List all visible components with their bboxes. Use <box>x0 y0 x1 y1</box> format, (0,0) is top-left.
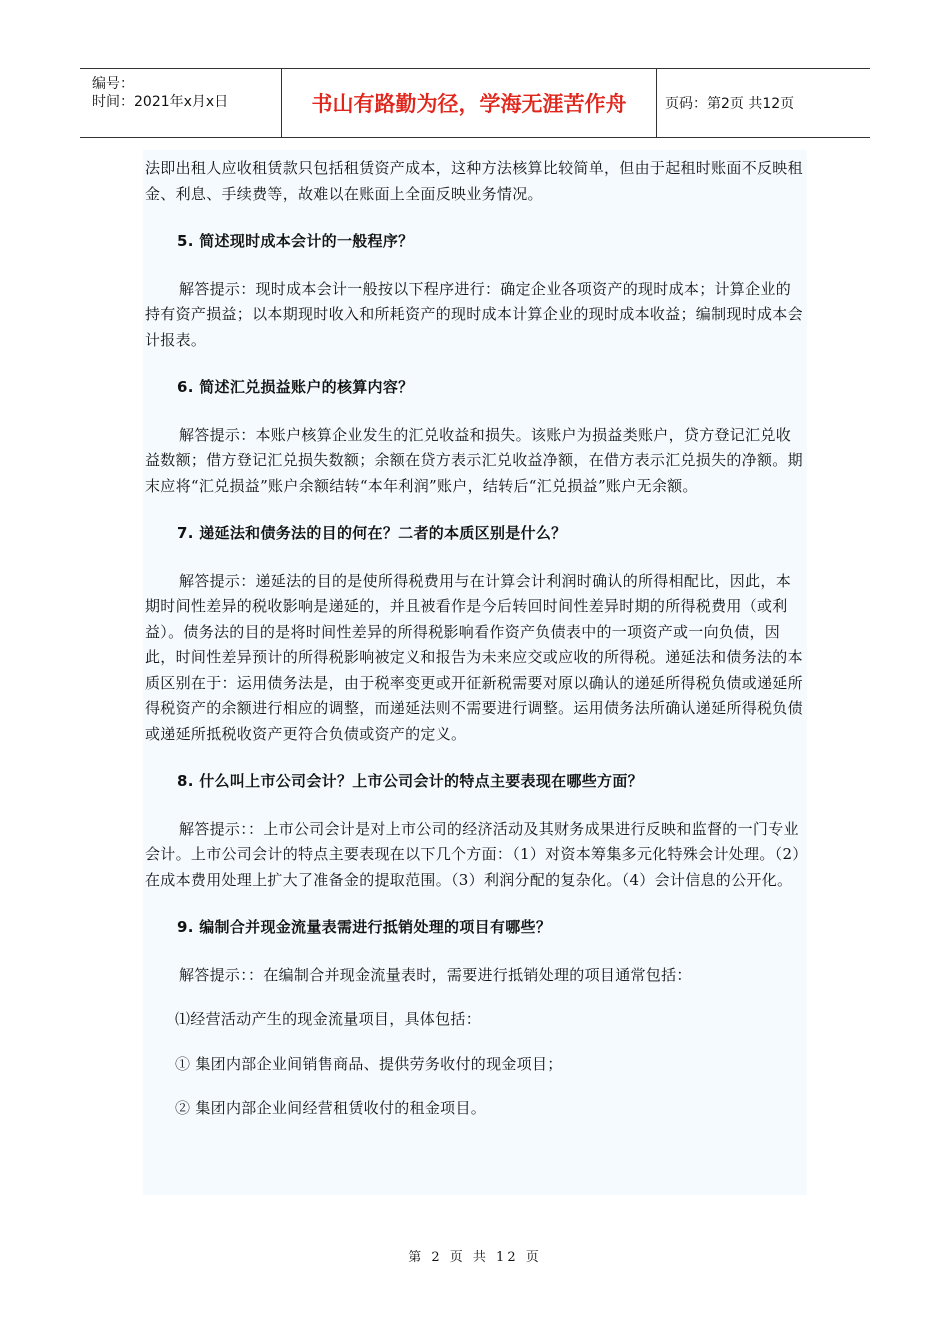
answer-8: 解答提示：：上市公司会计是对上市公司的经济活动及其财务成果进行反映和监督的一门专业会计。上市公司会计的特点主要表现在以下几个方面：（1）对资本筹集多元化特殊会计处理。（2）在成本费用处理上扩大了准备金的提取范围。（3）利润分配的复杂化。（4）会计信息的公开化。 <box>145 819 801 889</box>
page-header <box>80 68 870 138</box>
question-6: 6. 简述汇兑损益账户的核算内容？ <box>177 378 414 396</box>
list-item: ② 集团内部企业间经营租赁收付的租金项目。 <box>175 1099 487 1117</box>
answer-7: 解答提示：递延法的目的是使所得税费用与在计算会计利润时确认的所得相配比，因此，本期时间性差异的税收影响是递延的，并且被看作是今后转回时间性差异时期的所得税费用（或利益）。债务法的目的是将时间性差异的所得税影响看作资产负债表中的一项资产或一向负债，因此，时间性差异预计的所得税影响被定义和报告为未来应交或应收的所得税。递延法和债务法的本质区别在于：运用债务法是，由于税率变更或开征新税需要对原以确认的递延所得税负债或递延所得税资产的余额进行相应的调整，而递延法则不需要进行调整。运用债务法所确认递延所得税负债或递延所抵税收资产更符合负债或资产的定义。 <box>145 571 803 743</box>
list-item: ① 集团内部企业间销售商品、提供劳务收付的现金项目； <box>175 1054 563 1073</box>
answer-6: 解答提示：本账户核算企业发生的汇兑收益和损失。该账户为损益类账户，贷方登记汇兑收益数额；借方登记汇兑损失数额；余额在贷方表示汇兑收益净额，在借方表示汇兑损失的净额。期末应将“汇兑损益”账户余额结转“本年利润”账户，结转后“汇兑损益”账户无余额。 <box>145 425 803 495</box>
date-label: 时间：2021年x月x日 <box>92 94 229 110</box>
question-5: 5. 简述现时成本会计的一般程序？ <box>177 232 414 250</box>
header-motto: 书山有路勤为径，学海无涯苦作舟 <box>282 69 657 137</box>
header-page-info: 页码：第2页 共12页 <box>665 96 795 112</box>
number-label: 编号： <box>92 76 134 92</box>
header-meta <box>80 69 282 137</box>
intro-paragraph: 法即出租人应收租赁款只包括租赁资产成本，这种方法核算比较简单，但由于起租时账面不反映租金、利息、手续费等，故难以在账面上全面反映业务情况。 <box>145 159 803 203</box>
page-footer: 第 2 页 共 12 页 <box>408 1250 542 1265</box>
list-item: ⑴经营活动产生的现金流量项目，具体包括： <box>175 1010 482 1028</box>
answer-5: 解答提示：现时成本会计一般按以下程序进行：确定企业各项资产的现时成本；计算企业的持有资产损益；以本期现时收入和所耗资产的现时成本计算企业的现时成本收益；编制现时成本会计报表。 <box>145 279 803 349</box>
question-9: 9. 编制合并现金流量表需进行抵销处理的项目有哪些？ <box>177 918 552 936</box>
document-body <box>143 150 807 1195</box>
question-7: 7. 递延法和债务法的目的何在？二者的本质区别是什么？ <box>177 524 567 542</box>
question-8: 8. 什么叫上市公司会计？上市公司会计的特点主要表现在哪些方面？ <box>177 772 643 790</box>
answer-9: 解答提示：：在编制合并现金流量表时，需要进行抵销处理的项目通常包括： <box>179 965 692 984</box>
